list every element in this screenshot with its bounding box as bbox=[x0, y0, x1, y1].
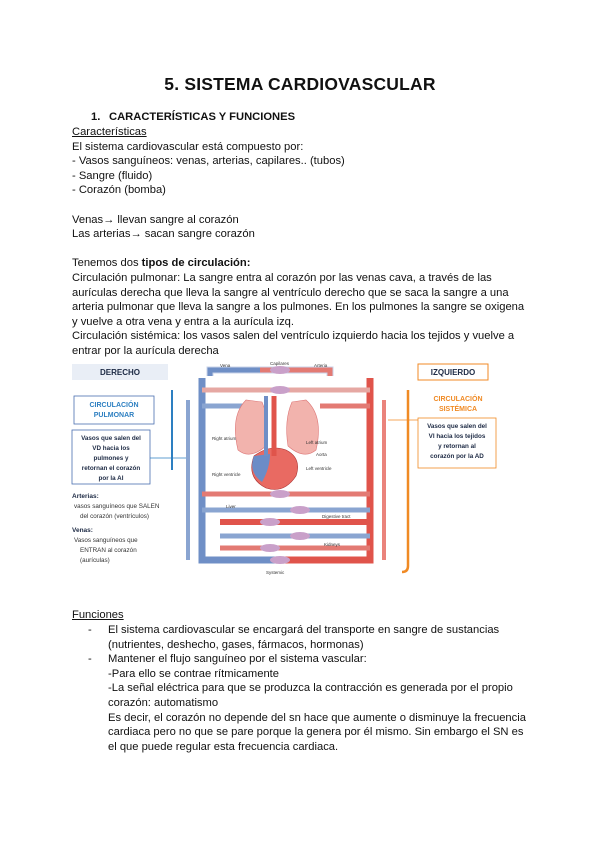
caracteristicas-item: - Sangre (fluido) bbox=[72, 169, 153, 182]
venas-legend-text: (aurículas) bbox=[80, 557, 110, 564]
derecho-label: DERECHO bbox=[99, 368, 141, 377]
caracteristicas-item: - Corazón (bomba) bbox=[72, 184, 166, 197]
funciones-subheading-row bbox=[72, 608, 532, 623]
label-systemic: Systemic bbox=[266, 570, 285, 575]
section-heading-text: CARACTERÍSTICAS Y FUNCIONES bbox=[109, 111, 296, 123]
funciones-item-line: cardiaca pero no que se pare porque la genera por él mismo. Sin embargo el SN es bbox=[108, 726, 524, 739]
funciones-subheading: Funciones bbox=[72, 609, 124, 621]
right-box-line: VI hacia los tejidos bbox=[428, 433, 486, 440]
label-kidneys: Kidneys bbox=[324, 542, 341, 547]
circ-pulmonar-line1: CIRCULACIÓN bbox=[89, 402, 139, 409]
arterias-legend-text: vasos sanguíneos que SALEN bbox=[74, 503, 160, 510]
funciones-item: - Mantener el flujo sanguíneo por el sistema vascular: -Para ello se contrae rítmicamente -La señal eléctrica para que se produzca la contracción es generada por el propio corazón: automatismo Es decir, el corazón no depende del sn hace que aumente o disminuye la frecuencia cardiaca pero no que se pare porque la genera por él mismo. Sin embargo el SN es el que puede regular esta frecuencia cardiaca. bbox=[88, 652, 528, 754]
tipos-lead-text: Tenemos dos bbox=[72, 257, 142, 270]
left-box-line: retornan el corazón bbox=[81, 465, 141, 472]
left-box-line: VD hacia los bbox=[92, 445, 130, 452]
tipos-lead-bold: tipos de circulación: bbox=[141, 257, 251, 270]
arterias-legend-text: del corazón (ventrículos) bbox=[80, 513, 149, 520]
right-box-line: y retornan al bbox=[438, 443, 476, 450]
pulmonar-line: y vuelve a otra vena y entra a la aurícula izq. bbox=[72, 315, 295, 328]
section-number: 1. bbox=[91, 111, 101, 123]
venas-legend-text: Vasos sanguíneos que bbox=[74, 537, 138, 544]
label-liver: Liver bbox=[226, 504, 236, 509]
left-box-line: por la AI bbox=[98, 475, 124, 482]
left-box-line: pulmones y bbox=[93, 455, 129, 462]
caracteristicas-item: - Vasos sanguíneos: venas, arterias, capilares.. (tubos) bbox=[72, 155, 345, 168]
circulation-diagram bbox=[70, 360, 514, 578]
funciones-item-line: corazón: automatismo bbox=[108, 696, 219, 709]
venas-legend-text: ENTRAN al corazón bbox=[80, 547, 137, 554]
arterias-definition: Las arterias→ sacan sangre corazón bbox=[72, 228, 255, 241]
pulmonar-line: arteria pulmonar que lleva la sangre a los pulmones. En los pulmones la sangre se oxigena bbox=[72, 301, 525, 314]
funciones-item-line: el que puede regular esta frecuencia cardiaca. bbox=[108, 740, 339, 753]
venas-legend-label: Venas: bbox=[72, 527, 93, 534]
label-left-atrium: Left atrium bbox=[306, 440, 328, 445]
label-digestive: Digestive tract bbox=[322, 514, 351, 519]
funciones-item-line: -Para ello se contrae rítmicamente bbox=[108, 667, 279, 680]
circ-pulmonar-box bbox=[74, 396, 154, 424]
pulmonar-line: aurículas derecha que lleva la sangre al ventrículo derecho que se saca la sangre a una bbox=[72, 286, 509, 299]
venas-definition: Venas→ llevan sangre al corazón bbox=[72, 213, 239, 226]
label-left-ventricle: Left ventricle bbox=[306, 466, 332, 471]
funciones-item-line: Mantener el flujo sanguíneo por el sistema vascular: bbox=[108, 653, 367, 666]
label-vena: Vena bbox=[220, 363, 231, 368]
label-aorta: Aorta bbox=[316, 452, 327, 457]
caracteristicas-block bbox=[72, 125, 532, 359]
funciones-item-line: Es decir, el corazón no depende del sn hace que aumente o disminuye la frecuencia bbox=[108, 711, 526, 724]
caracteristicas-intro: El sistema cardiovascular está compuesto por: bbox=[72, 140, 304, 153]
label-arteria: Arteria bbox=[314, 363, 328, 368]
page-title: 5. SISTEMA CARDIOVASCULAR bbox=[164, 74, 436, 94]
funciones-item-line: -La señal eléctrica para que se produzca la contracción es generada por el propio bbox=[108, 682, 513, 695]
funciones-item-line: El sistema cardiovascular se encargará del transporte en sangre de sustancias bbox=[108, 624, 500, 636]
circ-pulmonar-line2: PULMONAR bbox=[93, 412, 135, 419]
tipos-lead bbox=[72, 256, 532, 271]
sistemica-line: entrar por la aurícula derecha bbox=[72, 344, 219, 357]
label-capilares: Capilares bbox=[270, 361, 290, 366]
label-right-ventricle: Right ventricle bbox=[212, 472, 241, 477]
funciones-item-line: (nutrientes, deshecho, gases, fármacos, hormonas) bbox=[108, 638, 364, 651]
izquierdo-label: IZQUIERDO bbox=[430, 368, 476, 377]
left-box-line: Vasos que salen del bbox=[81, 435, 141, 442]
caracteristicas-subheading: Características bbox=[72, 126, 147, 138]
circ-sistemica-line2: SISTÉMICA bbox=[438, 406, 478, 413]
funciones-item: - El sistema cardiovascular se encargará del transporte en sangre de sustancias (nutrientes, deshecho, gases, fármacos, hormonas) bbox=[88, 623, 528, 652]
sistemica-line: Circulación sistémica: los vasos salen del ventrículo izquierdo hacia los tejidos y vuelve a bbox=[72, 330, 515, 343]
label-right-atrium: Right atrium bbox=[212, 436, 237, 441]
funciones-list bbox=[88, 623, 528, 754]
section-heading bbox=[91, 111, 295, 123]
arterias-legend-label: Arterias: bbox=[72, 493, 99, 500]
pulmonar-line: Circulación pulmonar: La sangre entra al corazón por las venas cava, a través de las bbox=[72, 271, 492, 284]
circ-sistemica-line1: CIRCULACIÓN bbox=[433, 396, 483, 403]
right-box-line: Vasos que salen del bbox=[427, 423, 487, 430]
right-box-line: corazón por la AD bbox=[430, 453, 484, 460]
